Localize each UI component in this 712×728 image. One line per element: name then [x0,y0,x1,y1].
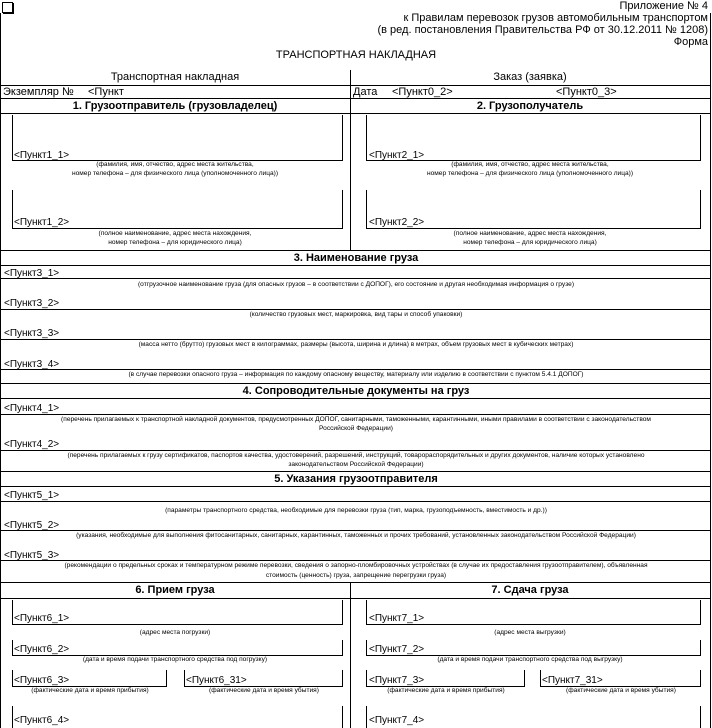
divider [0,486,711,487]
section6-title: 6. Прием груза [135,584,215,596]
divider [0,383,711,384]
caption: законодательством Российской Федерации) [288,461,424,468]
field-box [366,600,367,624]
section7-title: 7. Сдача груза [491,584,569,596]
caption: (полное наименование, адрес места нахождения, [453,230,607,237]
field-underline [0,309,711,310]
field-box [700,640,701,655]
unloading-time-field[interactable]: <Пункт7_2> [369,644,425,655]
field-box [366,640,367,655]
divider [350,582,351,728]
caption: Российской Федерации) [319,425,393,432]
cargo-name-field[interactable]: <Пункт3_1> [4,268,60,279]
caption: (дата и время подачи транспортного средства под выгрузку) [437,656,623,663]
caption: стоимость (ценность) груза, запрещение перегрузки груза) [265,572,447,579]
appendix-form: Форма [673,36,708,48]
field-underline [0,278,711,279]
page-title: ТРАНСПОРТНАЯ НАКЛАДНАЯ [275,49,437,61]
caption: номер телефона – для физического лица (уполномоченного лица)) [426,170,634,177]
field-underline [0,560,711,561]
field-box [700,600,701,624]
caption: (параметры транспортного средства, необходимые для перевозки груза (тип, марка, грузоподъемность, вместимость и др.)) [165,507,547,514]
waybill-title: Транспортная накладная [110,71,240,83]
caption: (адрес места выгрузки) [494,629,566,636]
field-box [700,670,701,686]
divider [0,113,711,114]
field-underline [0,369,711,370]
caption: (отгрузочное наименование груза (для опасных грузов – в соответствии с ДОПОГ), его состояние и другая необходимая информация о грузе) [137,281,575,288]
right-border [710,13,711,728]
divider [350,70,351,98]
field-box [366,706,367,728]
divider [0,582,711,583]
field-underline [0,530,711,531]
field-box [540,670,541,686]
field-underline [0,414,711,415]
sanitary-instructions-field[interactable]: <Пункт5_2> [4,520,60,531]
caption: (рекомендации о предельных сроках и температурном режиме перевозки, сведения о запорно-пломбировочных устройствах (в случае их предоставления грузоотправителем), объявленная [64,562,648,569]
caption: (фактические дата и время убытия) [209,687,319,694]
caption: (в случае перевозки опасного груза – информация по каждому опасному веществу, материалу или изделию в соответствии с пунктом 5.4.1 ДОПОГ) [128,371,584,378]
caption: (адрес места погрузки) [139,629,211,636]
caption: (фактические дата и время прибытия) [31,687,149,694]
field-box [342,115,343,160]
divider [0,398,711,399]
field-box [700,706,701,728]
field-underline [12,624,343,625]
unloading-address-field[interactable]: <Пункт7_1> [369,613,425,624]
section5-title: 5. Указания грузоотправителя [274,473,438,485]
date-label: Дата [353,86,378,98]
caption: (перечень прилагаемых к грузу сертификатов, паспортов качества, удостоверений, разрешений, инструкций, товарораспорядительных и других документов, наличие которых установлено [67,452,645,459]
order-title: Заказ (заявка) [493,71,567,83]
caption: номер телефона – для физического лица (уполномоченного лица)) [71,170,279,177]
field-box [342,600,343,624]
field-underline [0,450,711,451]
appendix-rules: к Правилам перевозок грузов автомобильным транспортом [403,12,708,24]
shipper-legal-field[interactable]: <Пункт1_2> [14,217,70,228]
consignee-individual-field[interactable]: <Пункт2_1> [369,150,425,161]
accompanying-docs-field[interactable]: <Пункт4_1> [4,403,60,414]
loading-extra-field[interactable]: <Пункт6_4> [14,715,70,726]
divider [0,598,711,599]
caption: (масса нетто (брутто) грузовых мест в килограммах, размеры (высота, ширина и длина) в метрах, объем грузовых мест в кубических метрах) [138,341,574,348]
section1-title: 1. Грузоотправитель (грузовладелец) [72,100,278,112]
field-box [524,670,525,686]
field-underline [0,501,711,502]
field-box [12,670,13,686]
field-underline [366,228,701,229]
copy-label: Экземпляр № [3,86,74,98]
field-box [184,670,185,686]
field-box [700,115,701,160]
unloading-departure-field[interactable]: <Пункт7_31> [542,675,603,686]
field-box [12,640,13,655]
loading-time-field[interactable]: <Пункт6_2> [14,644,70,655]
departure-time-field[interactable]: <Пункт6_31> [186,675,247,686]
section4-title: 4. Сопроводительные документы на груз [242,385,470,397]
divider [0,265,711,266]
caption: (количество грузовых мест, маркировка, вид тары и способ упаковки) [249,311,463,318]
left-border [0,13,1,728]
field-box [366,670,367,686]
field-box [12,600,13,624]
cargo-dangerous-field[interactable]: <Пункт3_4> [4,359,60,370]
checkbox-icon[interactable] [2,2,13,13]
field-box [366,190,367,228]
date-field[interactable]: <Пункт0_2> [392,86,453,98]
cargo-packages-field[interactable]: <Пункт3_2> [4,298,60,309]
field-box [166,670,167,686]
caption: (указания, необходимые для выполнения фитосанитарных, санитарных, карантинных, таможенных и прочих требований, установленных законодательством Российской Федерации) [76,532,636,539]
caption: (фамилия, имя, отчество, адрес места жительства, [451,161,609,168]
divider [0,471,711,472]
consignee-legal-field[interactable]: <Пункт2_2> [369,217,425,228]
caption: (дата и время подачи транспортного средства под погрузку) [82,656,268,663]
caption: (фактические дата и время убытия) [566,687,676,694]
field-box [700,190,701,228]
caption: (полное наименование, адрес места нахождения, [98,230,252,237]
appendix-number: Приложение № 4 [619,0,708,12]
field-box [12,115,13,160]
appendix-revision: (в ред. постановления Правительства РФ от 30.12.2011 № 1208) [377,24,708,36]
shipper-individual-field[interactable]: <Пункт1_1> [14,150,70,161]
field-box [12,706,13,728]
field-box [366,115,367,160]
vehicle-params-field[interactable]: <Пункт5_1> [4,490,60,501]
order-number-field[interactable]: <Пункт0_3> [556,86,617,98]
transport-recommendations-field[interactable]: <Пункт5_3> [4,550,60,561]
divider [0,250,711,251]
copy-number-field[interactable]: <Пункт [88,86,124,98]
field-box [342,190,343,228]
cargo-mass-field[interactable]: <Пункт3_3> [4,328,60,339]
certificates-field[interactable]: <Пункт4_2> [4,439,60,450]
field-box [342,706,343,728]
loading-address-field[interactable]: <Пункт6_1> [14,613,70,624]
divider [0,98,711,99]
caption: (фамилия, имя, отчество, адрес места жительства, [96,161,254,168]
unloading-arrival-field[interactable]: <Пункт7_3> [369,675,425,686]
field-box [342,640,343,655]
field-underline [0,339,711,340]
field-underline [366,624,701,625]
caption: (перечень прилагаемых к транспортной накладной документов, предусмотренных ДОПОГ, санитарными, таможенными, карантинными, иными правилами в соответствии с законодательством [61,416,651,423]
field-box [12,190,13,228]
caption: номер телефона – для юридического лица) [463,239,597,246]
field-underline [12,228,343,229]
caption: (фактические дата и время прибытия) [387,687,505,694]
unloading-extra-field[interactable]: <Пункт7_4> [369,715,425,726]
section2-title: 2. Грузополучатель [476,100,584,112]
field-box [342,670,343,686]
caption: номер телефона – для юридического лица) [108,239,242,246]
arrival-time-field[interactable]: <Пункт6_3> [14,675,70,686]
section3-title: 3. Наименование груза [293,252,419,264]
